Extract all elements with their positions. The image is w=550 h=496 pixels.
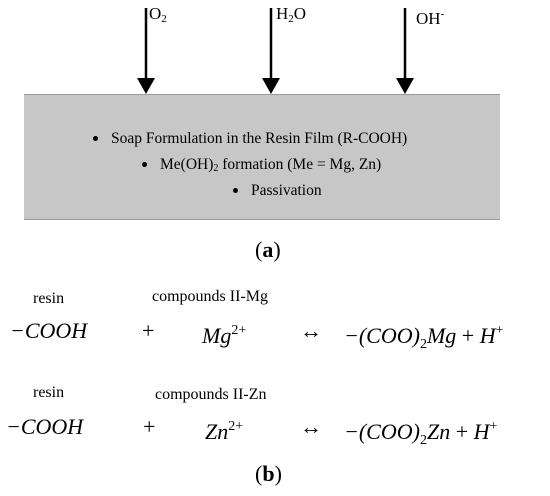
eq1-plus: + (142, 318, 155, 343)
eq1-ion: $Mg^{2+}$ (202, 323, 247, 348)
caption-b: (b) (255, 461, 282, 486)
oxygen-arrow (137, 8, 155, 94)
eq1-compounds-label: compounds II-Mg (152, 288, 268, 305)
bullet-dot (142, 162, 147, 167)
eq1-product: $-(COO)_2Mg + H^+$ (344, 323, 504, 352)
eq1-resin-label: resin (33, 290, 65, 307)
eq1-arrow: ↔ (300, 318, 322, 343)
bullet-passivation: Passivation (233, 182, 322, 200)
bullet-soap-formulation: Soap Formulation in the Resin Film (R-COOH) (93, 130, 407, 148)
eq2-ion: $Zn^{2+}$ (205, 419, 244, 444)
water-arrow (262, 8, 280, 94)
bullet-dot (93, 136, 98, 141)
oxygen-label: $O_2$ (149, 4, 167, 25)
eq2-arrow: ↔ (300, 414, 322, 439)
eq2-lhs: −COOH (6, 414, 84, 439)
eq2-plus: + (143, 414, 156, 439)
hydroxide-arrow (396, 8, 414, 94)
eq2-product: $-(COO)_2Zn + H^+$ (344, 419, 498, 448)
bullet-dot (233, 188, 238, 193)
eq1-lhs: −COOH (10, 318, 88, 343)
caption-a: (a) (255, 237, 281, 262)
eq2-compounds-label: compounds II-Zn (155, 386, 267, 403)
eq2-resin-label: resin (33, 384, 65, 401)
resin-film-box (24, 94, 500, 220)
arrows-group (0, 0, 550, 100)
water-label: $H_2O$ (276, 4, 307, 25)
bullet-hydroxide-formation: $Me(OH)_2$ formation (Me = Mg, Zn) (142, 156, 381, 178)
hydroxide-label: OH- (416, 8, 445, 28)
